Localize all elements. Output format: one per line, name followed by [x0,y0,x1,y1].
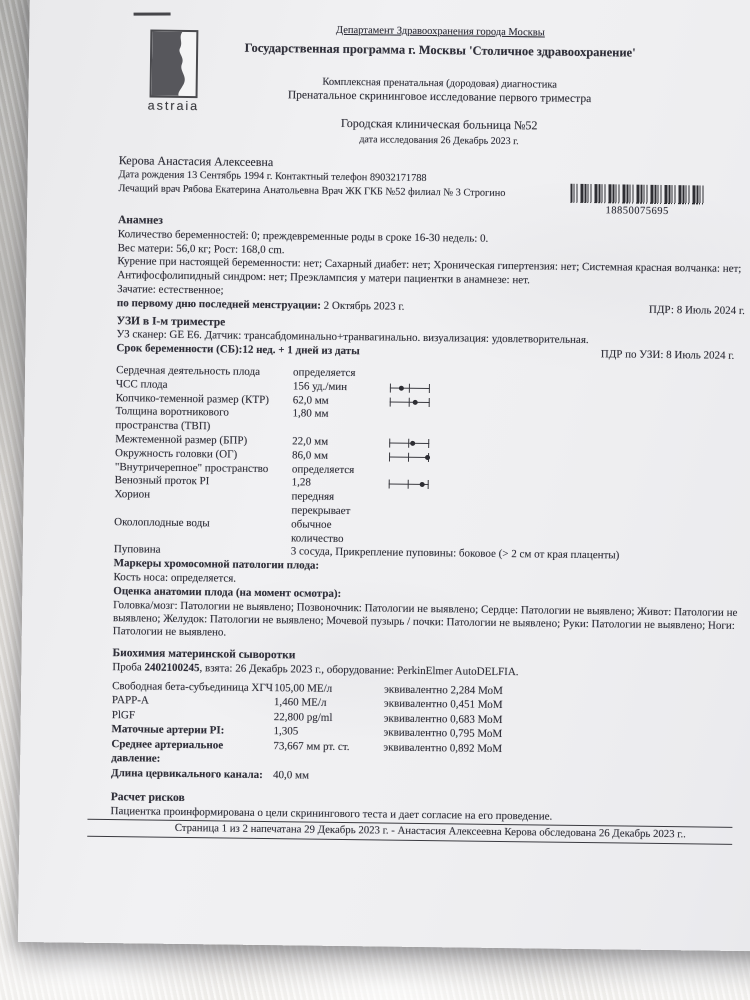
analyte-mom: эквивалентно 0,683 МоМ [383,712,503,726]
scanner-line: УЗ сканер: GE E6. Датчик: трансабдоминально+транвагинально. визуализация: удовлетворительная. [116,328,589,347]
analyte-mom: эквивалентно 0,451 МоМ [383,697,503,712]
measurements-table [114,364,750,565]
subtitle-screening: Пренатальное скрининговое исследование первого триместра [287,89,592,106]
anamnesis-section [117,214,750,319]
markers-block [113,557,750,646]
analyte-value: 73,667 мм рт. ст. [273,739,350,753]
measurement-label: "Внутричерепное" пространство [114,460,269,475]
patient-doctor-line: Лечащий врач Рябова Екатерина Анатольевна Врач ЖК ГКБ №52 филиал № 3 Строгино [118,183,506,200]
lmp-text [117,297,405,314]
edd-value: ПДР: 8 Июль 2024 г. [648,303,745,317]
lmp-value: 2 Октябрь 2023 г. [320,299,405,313]
measurement-label: Хорион [114,488,151,501]
measurement-label: Сердечная деятельность плода [116,364,261,378]
measurement-label: Копчико-теменной размер (КТР) [115,391,269,406]
measurement-value: определяется [291,462,355,476]
barcode-block [568,184,706,220]
analyte-value: 1,305 [273,725,299,738]
barcode-icon [570,184,704,205]
analyte-value: 22,800 pg/ml [273,710,333,724]
analyte-mom: эквивалентно 0,795 МоМ [383,726,503,741]
anamnesis-title: Анамнез [117,213,163,227]
analyte-label: Длина цервикального канала: [110,766,263,781]
study-date: дата исследования 26 Декабрь 2023 г. [359,134,519,148]
measurement-value: определяется [293,366,356,380]
measurement-value: 22,0 мм [292,435,329,448]
range-plot-hc [389,450,429,464]
edd-ultrasound: ПДР по УЗИ: 8 Июль 2024 г. [600,348,735,363]
range-plot-crl [390,395,430,409]
document-page [18,0,750,952]
anatomy-title: Оценка анатомии плода (на момент осмотра): [113,584,342,600]
barcode-number: 18850075695 [605,205,669,217]
anamnesis-conception: Зачатие: естественное; [117,283,224,297]
range-plot-bpd [389,437,429,451]
ultrasound-section [113,315,750,647]
analyte-label: Свободная бета-субъединица ХГЧ [112,679,274,694]
measurement-label: Пуповина [113,543,161,557]
measurement-value: 86,0 мм [291,449,329,462]
measurement-value: передняя перекрывает [291,490,351,518]
patient-birth-line: Дата рождения 13 Сентябрь 1994 г. Контактный телефон 89032171788 [118,168,427,184]
measurement-value: 62,0 мм [292,393,329,407]
anamnesis-weight-height: Вес матери: 56,0 кг; Рост: 168,0 cm. [117,241,285,256]
measurement-value: обычное количество [290,518,344,545]
sample-number: 2402100245 [144,661,200,675]
analyte-label: Маточные артерии PI: [111,723,225,737]
anatomy-findings: Головка/мозг: Патологии не выявлено; Позвоночник: Патологии не выявлено; Сердце: Патологии не выявлено; Живот: Патологии не выявлено; Желудок: Патологии не выявлено; Мочевой пузырь / почки: Патологии не выявлено; Руки: Патологии не выявлено; Ноги: Патологии не выявлено. [112,598,738,639]
analyte-mom: эквивалентно 0,892 МоМ [383,741,503,755]
analyte-value: 40,0 мм [272,768,310,782]
nasal-bone-line: Кость носа: определяется. [113,571,237,585]
ultrasound-title: УЗИ в I-м триместре [116,314,226,329]
measurement-value: 156 уд./мин [292,380,348,393]
lmp-label: по первому дню последней менструации: [116,296,322,312]
document-content [19,0,750,846]
measurement-value: 3 сосуда, Прикрепление пуповины: боковое (> 2 см от края плаценты) [290,545,620,562]
measurement-label: Окружность головки (ОГ) [114,446,238,461]
hospital-name: Городская клиническая больница №52 [340,116,538,133]
page-footer: Страница 1 из 2 напечатана 29 Декабрь 2023 г. - Анастасия Алексеевна Керова обследована 26 Декабрь 2023 г.. [174,822,686,841]
measurement-label: Околоплодные воды [114,515,210,530]
measurement-value: 1,80 мм [292,407,329,421]
analyte-label: PAPP-A [111,694,149,707]
measurement-label: Венозный проток PI [114,474,210,488]
analyte-label: Среднее артериальное давление: [111,737,224,765]
anamnesis-risk-factors: Курение при настоящей беременности: нет; Сахарный диабет: нет; Хроническая гипертензия: нет; Системная красная волчанка: нет; Антифосфолипидный синдром: нет; Преэклампсия у матери пациентки в анамнезе: нет. [117,255,742,287]
patient-name: Керова Анастасия Алексеевна [118,152,274,169]
ga-label: Срок беременности (СБ):12 нед. + 1 дней из даты [116,342,360,358]
analyte-label: PlGF [111,708,136,722]
biochemistry-title: Биохимия материнской сыворотки [112,647,296,662]
department-line: Департамент Здравоохранения города Москвы [335,24,545,39]
biochemistry-table [111,679,750,789]
document-header [119,21,750,152]
astraia-logo-text: astraia [147,98,200,114]
consent-line: Пациентка проинформирована о цели скринингового теста и дает согласие на его проведение. [110,805,553,823]
analyte-value: 105,00 МЕ/л [274,681,333,695]
measurement-label: Межтеменной размер (БПР) [115,433,248,447]
sample-line: Проба 2402100245, взята: 26 Декабрь 2023 г., оборудование: PerkinElmer AutoDELFIA. [112,661,519,679]
subtitle-diagnostics: Комплексная пренатальная (дородовая) диагностика [322,76,558,91]
measurement-value: 1,28 [291,476,312,489]
range-plot-dv [389,478,429,492]
risk-calculation-section [110,791,750,845]
risk-title: Расчет рисков [110,791,185,805]
range-plot-heart-rate [390,381,430,395]
measurement-label: Толщина воротникового пространства (ТВП) [115,405,229,433]
patient-block [118,152,750,217]
markers-title: Маркеры хромосомной патологии плода: [113,557,320,572]
biochemistry-section [111,647,750,788]
program-line: Государственная программа г. Москвы 'Столичное здравоохранение' [244,40,636,60]
analyte-mom: эквивалентно 2,284 МоМ [384,683,503,697]
anamnesis-pregnancies: Количество беременностей: 0; преждевременные роды в сроке 16-30 недель: 0. [117,227,489,245]
analyte-value: 1,460 МЕ/л [273,696,327,710]
measurement-label: ЧСС плода [115,377,168,391]
